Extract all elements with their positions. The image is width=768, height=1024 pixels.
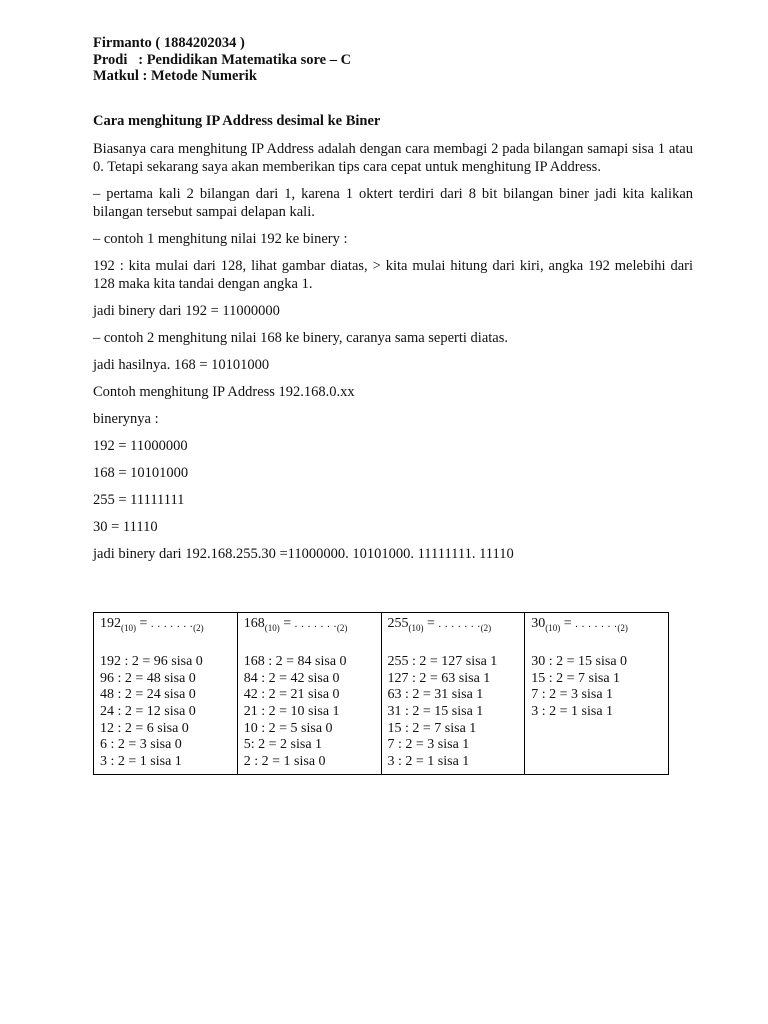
division-step: 7 : 2 = 3 sisa 1 xyxy=(531,687,614,703)
division-step: 192 : 2 = 96 sisa 0 xyxy=(100,653,203,669)
paragraph: jadi binery dari 192.168.255.30 =11000000. 10101000. 11111111. 11110 xyxy=(93,546,514,562)
division-step: 15 : 2 = 7 sisa 1 xyxy=(531,670,621,686)
paragraph: Contoh menghitung IP Address 192.168.0.xx xyxy=(93,384,355,400)
division-step: 96 : 2 = 48 sisa 0 xyxy=(100,670,196,686)
base-ten-subscript: (10) xyxy=(121,622,136,633)
document-title: Cara menghitung IP Address desimal ke Biner xyxy=(93,113,381,129)
placeholder-dots: . . . . . . . xyxy=(294,618,337,630)
cell-heading xyxy=(388,615,519,637)
division-steps xyxy=(531,654,662,721)
base-ten-subscript: (10) xyxy=(545,622,561,633)
division-step: 30 : 2 = 15 sisa 0 xyxy=(531,653,628,669)
cell-heading xyxy=(244,615,375,637)
base-ten-subscript: (10) xyxy=(264,622,280,633)
base-two-subscript: (2) xyxy=(617,622,628,633)
placeholder-dots: . . . . . . . xyxy=(438,618,481,630)
placeholder-dots: . . . . . . . xyxy=(150,618,194,630)
division-step: 7 : 2 = 3 sisa 1 xyxy=(387,737,470,753)
division-step: 3 : 2 = 1 sisa 1 xyxy=(531,703,614,719)
study-program: Prodi : Pendidikan Matematika sore – C xyxy=(93,51,352,68)
equals-sign: = xyxy=(560,616,576,631)
paragraph: jadi binery dari 192 = 11000000 xyxy=(93,303,280,319)
division-step: 3 : 2 = 1 sisa 1 xyxy=(387,754,470,770)
division-steps xyxy=(244,654,375,771)
division-step: 21 : 2 = 10 sisa 1 xyxy=(243,703,340,719)
division-step: 15 : 2 = 7 sisa 1 xyxy=(387,720,477,736)
division-step: 24 : 2 = 12 sisa 0 xyxy=(100,703,196,719)
base-two-subscript: (2) xyxy=(336,622,348,633)
course-name: Matkul : Metode Numerik xyxy=(93,68,257,84)
paragraph: 192 : kita mulai dari 128, lihat gambar diatas, > kita mulai hitung dari kiri, angka 192 melebihi dari 128 maka kita tandai dengan angka 1. xyxy=(93,258,693,292)
paragraph: – contoh 1 menghitung nilai 192 ke binery : xyxy=(93,231,348,247)
division-steps xyxy=(388,654,519,771)
paragraph: – pertama kali 2 bilangan dari 1, karena 1 oktert terdiri dari 8 bit bilangan biner jadi kita kalikan bilangan tersebut sampai delapan kali. xyxy=(93,186,693,220)
division-step: 6 : 2 = 3 sisa 0 xyxy=(100,737,182,753)
division-step: 63 : 2 = 31 sisa 1 xyxy=(387,687,484,703)
author-name: Firmanto ( 1884202034 ) xyxy=(93,35,245,51)
division-step: 168 : 2 = 84 sisa 0 xyxy=(243,653,347,669)
division-step: 3 : 2 = 1 sisa 1 xyxy=(100,754,182,770)
equals-sign: = xyxy=(279,616,295,631)
paragraph: 168 = 10101000 xyxy=(93,465,189,481)
decimal-number: 255 xyxy=(387,616,409,631)
equals-sign: = xyxy=(136,616,151,631)
division-step: 48 : 2 = 24 sisa 0 xyxy=(100,687,196,703)
division-step: 10 : 2 = 5 sisa 0 xyxy=(243,720,333,736)
division-step: 2 : 2 = 1 sisa 0 xyxy=(243,754,326,770)
cell-heading xyxy=(100,615,231,637)
equals-sign: = xyxy=(423,616,439,631)
cell-heading xyxy=(531,615,662,637)
decimal-number: 192 xyxy=(100,616,121,631)
conversion-table xyxy=(93,612,669,775)
division-step: 12 : 2 = 6 sisa 0 xyxy=(100,720,189,736)
placeholder-dots: . . . . . . . xyxy=(575,618,618,630)
paragraph: Biasanya cara menghitung IP Address adalah dengan cara membagi 2 pada bilangan samapi sisa 1 atau 0. Tetapi sekarang saya akan memberikan tips cara cepat untuk menghitung IP Address. xyxy=(93,141,693,175)
paragraph: – contoh 2 menghitung nilai 168 ke binery, caranya sama seperti diatas. xyxy=(93,330,509,346)
decimal-number: 168 xyxy=(243,616,265,631)
division-step: 127 : 2 = 63 sisa 1 xyxy=(387,670,491,686)
base-two-subscript: (2) xyxy=(480,622,492,633)
decimal-number: 30 xyxy=(531,616,546,631)
paragraph: 30 = 11110 xyxy=(93,519,158,535)
paragraph: 192 = 11000000 xyxy=(93,438,188,454)
table-cell xyxy=(525,613,669,775)
document-body xyxy=(93,112,693,572)
table-cell xyxy=(237,613,381,775)
base-ten-subscript: (10) xyxy=(408,622,424,633)
table-cell xyxy=(381,613,525,775)
division-step: 84 : 2 = 42 sisa 0 xyxy=(243,670,340,686)
base-two-subscript: (2) xyxy=(193,622,204,633)
division-step: 255 : 2 = 127 sisa 1 xyxy=(387,653,498,669)
paragraph: 255 = 11111111 xyxy=(93,492,185,508)
paragraph: jadi hasilnya. 168 = 10101000 xyxy=(93,357,270,373)
division-steps xyxy=(100,654,231,771)
division-step: 5: 2 = 2 sisa 1 xyxy=(243,737,323,753)
division-step: 42 : 2 = 21 sisa 0 xyxy=(243,687,340,703)
document-header xyxy=(93,35,351,85)
table-cell xyxy=(94,613,238,775)
table-row xyxy=(94,613,669,775)
paragraph: binerynya : xyxy=(93,411,159,427)
division-step: 31 : 2 = 15 sisa 1 xyxy=(387,703,484,719)
